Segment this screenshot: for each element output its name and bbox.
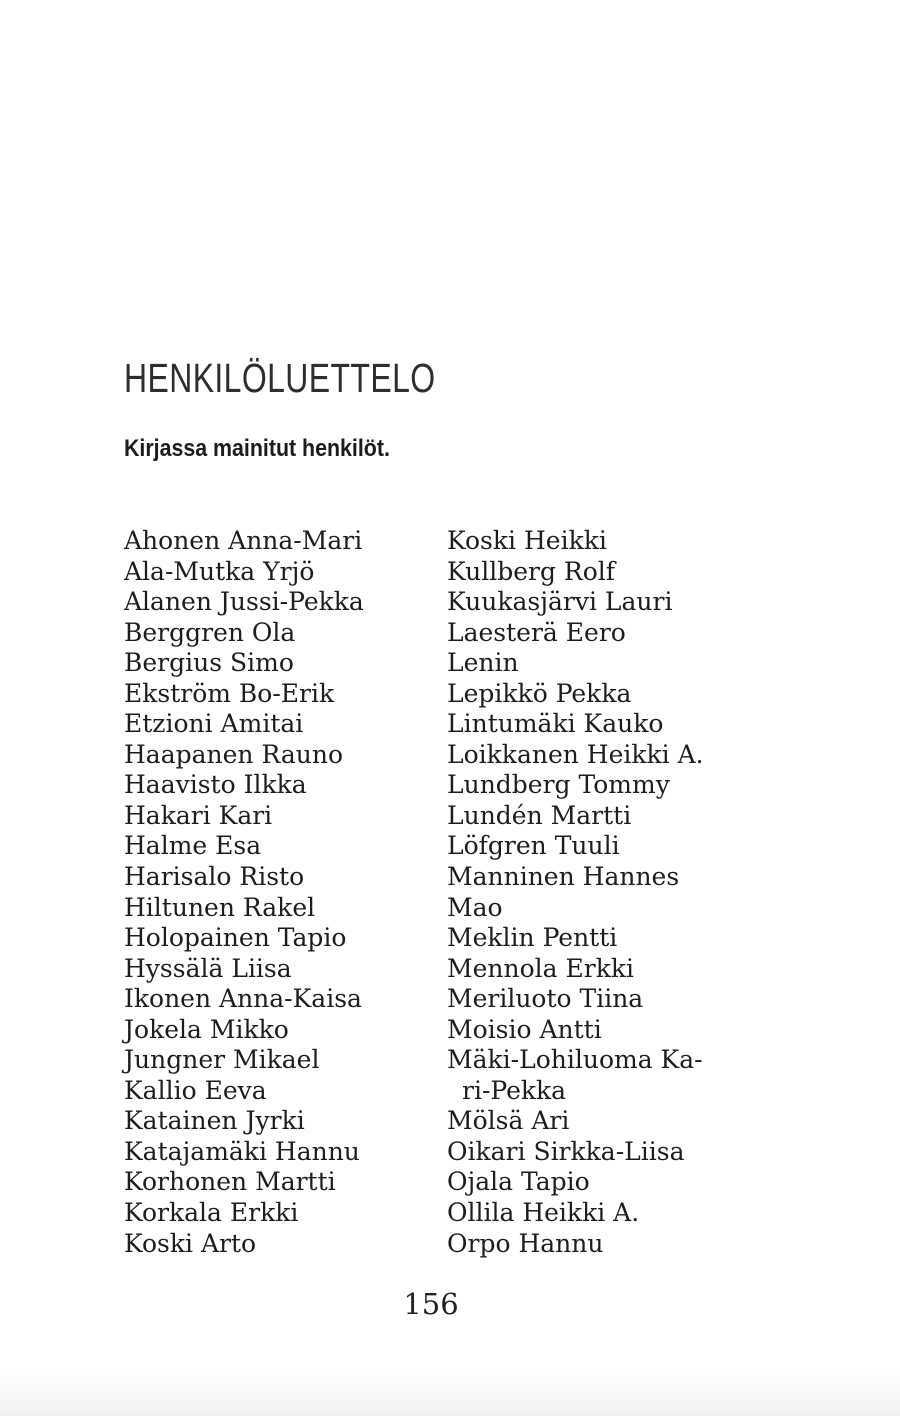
name-entry: Meriluoto Tiina [447,984,644,1014]
name-entry: Harisalo Risto [124,862,305,892]
name-entry: Mäki-Lohiluoma Ka- [447,1045,703,1075]
name-entry: Lepikkö Pekka [447,678,632,708]
name-entry: Ala-Mutka Yrjö [124,556,315,586]
name-entry: Loikkanen Heikki A. [447,739,704,769]
name-entry: Jungner Mikael [124,1045,320,1075]
name-entry: Koski Heikki [447,526,607,555]
name-entry: Lenin [447,648,519,678]
name-entry: Ekström Bo-Erik [124,678,335,708]
name-entry: Orpo Hannu [447,1228,604,1258]
name-entry: Ahonen Anna-Mari [124,526,363,555]
name-entry: Kullberg Rolf [447,556,616,586]
name-list-left-column [124,526,415,1259]
name-entry: Hiltunen Rakel [124,892,316,922]
name-entry: Meklin Pentti [447,923,618,953]
name-entry: Alanen Jussi-Pekka [124,587,364,617]
name-entry: Hyssälä Liisa [124,953,292,983]
name-entry: ri-Pekka [462,1075,567,1105]
name-entry: Berggren Ola [124,617,296,647]
name-entry: Ollila Heikki A. [447,1198,640,1228]
name-entry: Hakari Kari [124,800,273,830]
name-entry: Manninen Hannes [447,862,680,892]
name-entry: Haavisto Ilkka [124,770,307,800]
name-entry: Halme Esa [124,831,262,861]
name-entry: Mao [447,892,503,922]
name-entry: Koski Arto [124,1228,257,1258]
name-entry: Lintumäki Kauko [447,709,664,739]
chapter-subtitle: Kirjassa mainitut henkilöt. [124,435,390,462]
name-entry: Korkala Erkki [124,1198,299,1228]
name-entry: Löfgren Tuuli [447,831,620,861]
name-entry: Kallio Eeva [124,1075,267,1105]
name-list-right-column [447,526,738,1259]
name-entry: Ikonen Anna-Kaisa [124,984,362,1014]
name-entry: Mennola Erkki [447,953,634,983]
name-entry: Katainen Jyrki [124,1106,305,1136]
name-entry: Laesterä Eero [447,617,626,647]
name-entry: Bergius Simo [124,648,294,678]
page-content [124,0,738,1416]
name-entry: Kuukasjärvi Lauri [447,587,673,617]
name-entry: Katajamäki Hannu [124,1136,360,1166]
name-entry: Mölsä Ari [447,1106,570,1136]
name-entry: Lundberg Tommy [447,770,670,800]
name-entry: Haapanen Rauno [124,739,344,769]
name-entry: Holopainen Tapio [124,923,347,953]
name-entry: Ojala Tapio [447,1167,590,1197]
page-number: 156 [403,1287,459,1321]
name-entry: Korhonen Martti [124,1167,336,1197]
chapter-title: HENKILÖLUETTELO [124,355,436,401]
name-entry: Moisio Antti [447,1014,602,1044]
name-entry: Jokela Mikko [124,1014,289,1044]
name-entry: Lundén Martti [447,800,632,830]
name-entry: Etzioni Amitai [124,709,304,739]
name-entry: Oikari Sirkka-Liisa [447,1136,685,1166]
